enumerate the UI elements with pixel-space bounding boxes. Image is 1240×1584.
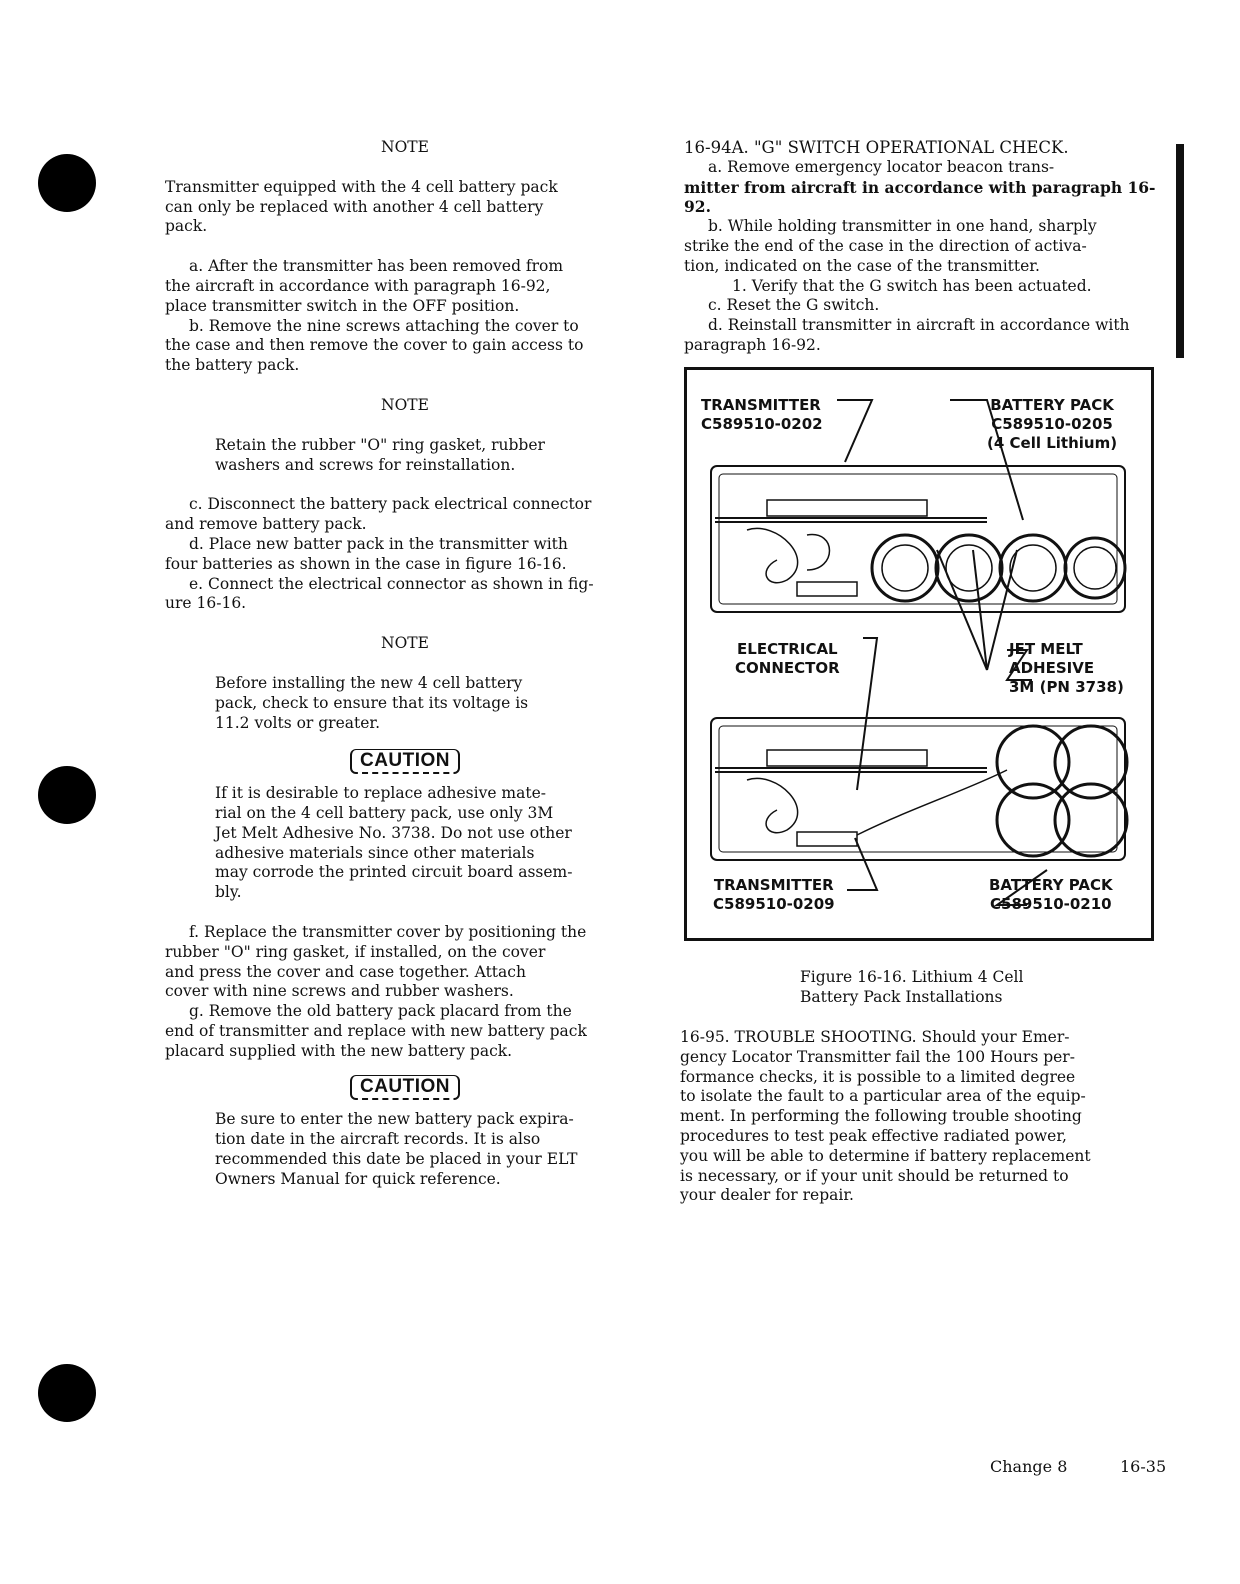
label-line: CONNECTOR <box>735 659 840 677</box>
caution-text: recommended this date be placed in your ELT <box>215 1149 578 1168</box>
caption-line: Figure 16-16. Lithium 4 Cell <box>800 968 1024 986</box>
caution-text: may corrode the printed circuit board assem- <box>215 863 573 882</box>
g-step-d-line: paragraph 16-92. <box>684 335 821 354</box>
punch-hole-middle <box>38 766 96 824</box>
ts-line: gency Locator Transmitter fail the 100 Hours per- <box>680 1047 1075 1066</box>
g-step-b-line: b. While holding transmitter in one hand, sharply <box>708 217 1097 236</box>
step-a-line: the aircraft in accordance with paragraph 16-92, <box>165 276 551 295</box>
ts-line: procedures to test peak effective radiated power, <box>680 1126 1067 1145</box>
change-number: Change 8 <box>990 1457 1068 1476</box>
g-step-b-line: tion, indicated on the case of the transmitter. <box>684 256 1040 275</box>
caution-label: CAUTION <box>350 1075 460 1100</box>
figure-caption <box>800 968 1100 1008</box>
caution-text: bly. <box>215 883 242 902</box>
punch-hole-top <box>38 154 96 212</box>
label-transmitter-bottom <box>713 876 835 914</box>
note-heading: NOTE <box>381 395 429 414</box>
label-transmitter-top <box>701 396 823 434</box>
step-g-line: end of transmitter and replace with new battery pack <box>165 1021 587 1040</box>
label-line: TRANSMITTER <box>713 876 834 894</box>
step-f-line: rubber "O" ring gasket, if installed, on the cover <box>165 942 546 961</box>
label-battery-top <box>987 396 1117 453</box>
caution-text: tion date in the aircraft records. It is also <box>215 1130 541 1149</box>
step-b-line: the case and then remove the cover to gain access to <box>165 336 584 355</box>
step-d-line: four batteries as shown in the case in figure 16-16. <box>165 554 567 573</box>
bottom-battery-cells <box>997 726 1127 856</box>
punch-hole-bottom <box>38 1364 96 1422</box>
label-line: ADHESIVE <box>1009 659 1095 677</box>
step-a-line: a. After the transmitter has been removed from <box>189 257 564 276</box>
note-heading: NOTE <box>381 138 429 156</box>
caution-text: Jet Melt Adhesive No. 3738. Do not use other <box>215 823 572 842</box>
label-line: TRANSMITTER <box>701 396 821 414</box>
label-line: BATTERY PACK <box>990 396 1114 414</box>
ts-line: ment. In performing the following trouble shooting <box>680 1107 1082 1126</box>
step-f-line: and press the cover and case together. Attach <box>165 962 526 981</box>
note-heading: NOTE <box>381 634 429 653</box>
label-line: ELECTRICAL <box>737 640 838 658</box>
figure-16-16 <box>684 367 1154 941</box>
note-text: pack, check to ensure that its voltage is <box>215 693 529 712</box>
step-c-line: c. Disconnect the battery pack electrical connector <box>189 495 592 514</box>
ts-line: 16-95. TROUBLE SHOOTING. Should your Emer- <box>680 1028 1070 1046</box>
g-step-a-line: a. Remove emergency locator beacon trans- <box>708 157 1055 176</box>
label-line: C589510-0209 <box>713 895 835 913</box>
label-battery-bottom <box>989 876 1113 914</box>
ts-line: you will be able to determine if battery replacement <box>680 1146 1091 1165</box>
section-heading: 16-94A. "G" SWITCH OPERATIONAL CHECK. <box>684 138 1069 157</box>
step-b-line: the battery pack. <box>165 356 300 375</box>
label-jet-melt-adhesive <box>1009 640 1124 697</box>
label-line: C589510-0202 <box>701 415 823 433</box>
caution-label: CAUTION <box>350 749 460 774</box>
g-step-a-line: mitter from aircraft in accordance with paragraph 16-92. <box>684 177 1156 217</box>
step-f-line: f. Replace the transmitter cover by positioning the <box>189 922 587 941</box>
caution-text: rial on the 4 cell battery pack, use only 3M <box>215 803 554 822</box>
trouble-shooting-section <box>680 1028 1170 1206</box>
page-number: 16-35 <box>1120 1457 1167 1476</box>
right-column-top <box>684 138 1164 356</box>
left-column <box>165 138 625 1189</box>
label-line: C589510-0205 <box>991 415 1113 433</box>
caution-text: adhesive materials since other materials <box>215 843 535 862</box>
label-line: (4 Cell Lithium) <box>987 434 1118 452</box>
step-c-line: and remove battery pack. <box>165 515 367 534</box>
g-step-b1-line: 1. Verify that the G switch has been actuated. <box>732 276 1092 295</box>
step-g-line: placard supplied with the new battery pack. <box>165 1041 513 1060</box>
note-text: Transmitter equipped with the 4 cell battery pack can only be replaced with another 4 cell battery pack. <box>165 177 558 236</box>
step-e-line: ure 16-16. <box>165 594 247 613</box>
step-g-line: g. Remove the old battery pack placard from the <box>189 1002 572 1021</box>
revision-bar <box>1176 144 1184 358</box>
note-text: Before installing the new 4 cell battery <box>215 673 523 692</box>
note-text: washers and screws for reinstallation. <box>215 455 516 474</box>
g-step-c-line: c. Reset the G switch. <box>708 296 880 315</box>
caption-line: Battery Pack Installations <box>800 987 1003 1006</box>
ts-line: to isolate the fault to a particular area of the equip- <box>680 1087 1086 1106</box>
label-line: JET MELT <box>1009 640 1083 658</box>
note-text: 11.2 volts or greater. <box>215 713 381 732</box>
note-text: Retain the rubber "O" ring gasket, rubber <box>215 435 545 454</box>
step-f-line: cover with nine screws and rubber washers. <box>165 982 514 1001</box>
label-line: 3M (PN 3738) <box>1009 678 1124 696</box>
step-e-line: e. Connect the electrical connector as shown in fig- <box>189 574 594 593</box>
step-a-line: place transmitter switch in the OFF position. <box>165 296 520 315</box>
ts-line: is necessary, or if your unit should be returned to <box>680 1166 1069 1185</box>
step-b-line: b. Remove the nine screws attaching the cover to <box>189 316 579 335</box>
ts-line: formance checks, it is possible to a limited degree <box>680 1067 1076 1086</box>
ts-line: your dealer for repair. <box>680 1186 854 1205</box>
caution-text: If it is desirable to replace adhesive mate- <box>215 784 547 803</box>
g-step-b-line: strike the end of the case in the direction of activa- <box>684 236 1087 255</box>
caution-text: Be sure to enter the new battery pack expira- <box>215 1110 574 1129</box>
step-d-line: d. Place new batter pack in the transmitter with <box>189 534 568 553</box>
caution-text: Owners Manual for quick reference. <box>215 1169 501 1188</box>
label-electrical-connector <box>735 640 840 678</box>
label-line: BATTERY PACK <box>989 876 1113 894</box>
top-battery-cells <box>872 535 1125 601</box>
g-step-d-line: d. Reinstall transmitter in aircraft in accordance with <box>708 316 1130 335</box>
label-line: C589510-0210 <box>990 895 1112 913</box>
